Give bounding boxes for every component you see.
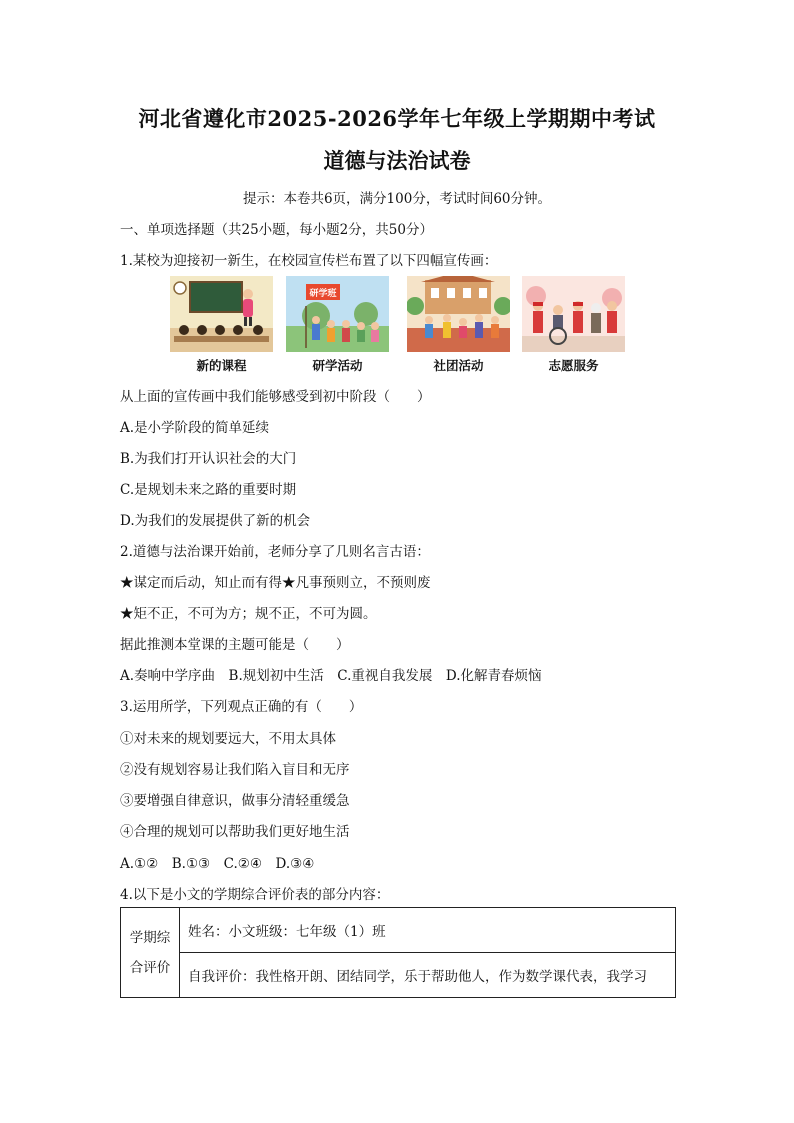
section-heading: 一、单项选择题（共25小题，每小题2分，共50分） (120, 222, 433, 238)
question-1-prompt: 从上面的宣传画中我们能够感受到初中阶段（ ） (120, 389, 431, 405)
poster-caption: 社团活动 (433, 358, 484, 373)
question-1-stem: 1.某校为迎接初一新生，在校园宣传栏布置了以下四幅宣传画： (120, 253, 498, 269)
question-3-item: ④合理的规划可以帮助我们更好地生活 (120, 824, 350, 840)
poster-volunteer-service (522, 276, 625, 374)
poster-row (170, 276, 630, 376)
question-3-item: ③要增强自律意识，做事分清轻重缓急 (120, 793, 350, 809)
exam-subject-title: 道德与法治试卷 (323, 148, 471, 173)
table-row (121, 908, 676, 953)
question-2-quote: ★矩不正，不可为方；规不正，不可为圆。 (120, 606, 377, 622)
classroom-illustration (170, 276, 273, 352)
question-1-option-b: B.为我们打开认识社会的大门 (120, 451, 297, 467)
poster-caption: 研学活动 (312, 358, 363, 373)
poster-caption: 新的课程 (196, 358, 247, 373)
poster-club-activities (407, 276, 510, 374)
evaluation-table (120, 907, 676, 998)
exam-title: 河北省遵化市2025-2026学年七年级上学期期中考试 (138, 106, 656, 131)
poster-study-trip (286, 276, 389, 374)
question-1-option-c: C.是规划未来之路的重要时期 (120, 482, 297, 498)
flag-text: 研学班 (309, 289, 337, 299)
volunteer-illustration (522, 276, 625, 352)
question-3-stem: 3.运用所学，下列观点正确的有（ ） (120, 699, 363, 715)
poster-caption: 志愿服务 (548, 358, 599, 373)
question-3-item: ①对未来的规划要远大，不用太具体 (120, 731, 336, 747)
self-evaluation-cell: 自我评价：我性格开朗、团结同学，乐于帮助他人，作为数学课代表，我学习 (180, 953, 676, 998)
question-2-quote: ★谋定而后动，知止而有得★凡事预则立，不预则废 (120, 575, 431, 591)
question-1-option-a: A.是小学阶段的简单延续 (120, 420, 270, 436)
poster-new-courses (170, 276, 273, 374)
student-info-cell: 姓名：小文班级：七年级（1）班 (180, 908, 676, 953)
exam-hint: 提示：本卷共6页，满分100分，考试时间60分钟。 (242, 191, 552, 207)
club-illustration (407, 276, 510, 352)
question-3-options: A.①② B.①③ C.②④ D.③④ (120, 856, 315, 872)
evaluation-label: 学期综合评价 (121, 908, 180, 998)
table-row (121, 953, 676, 998)
question-1-option-d: D.为我们的发展提供了新的机会 (120, 513, 311, 529)
question-2-stem: 2.道德与法治课开始前，老师分享了几则名言古语： (120, 544, 430, 560)
question-3-item: ②没有规划容易让我们陷入盲目和无序 (120, 762, 350, 778)
field-trip-illustration (286, 276, 389, 352)
question-2-options: A.奏响中学序曲 B.规划初中生活 C.重视自我发展 D.化解青春烦恼 (120, 668, 542, 684)
question-2-prompt: 据此推测本堂课的主题可能是（ ） (120, 637, 350, 653)
question-4-stem: 4.以下是小文的学期综合评价表的部分内容： (120, 887, 390, 903)
